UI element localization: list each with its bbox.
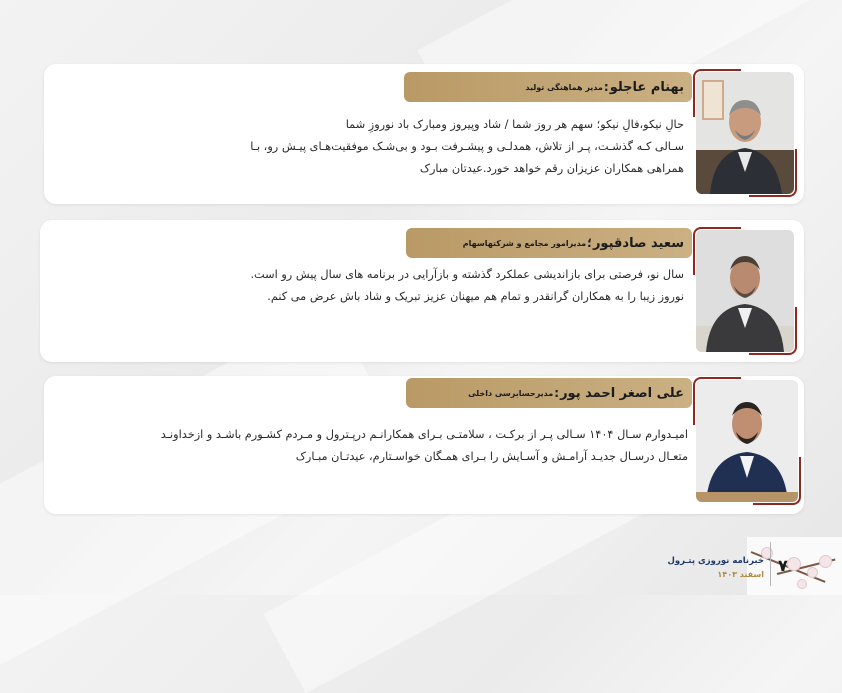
portrait-photo bbox=[696, 230, 794, 352]
issue-date: اسفند ۱۴۰۳ bbox=[717, 570, 764, 579]
footer-divider bbox=[770, 542, 771, 586]
blossom-flower bbox=[787, 557, 801, 571]
message-body bbox=[200, 264, 684, 308]
person-name: علی اصغر احمد پور bbox=[560, 385, 684, 401]
message-line: متعـال درسـال جدیـد آرامـش و آسـایش را بـرای همـگان خواسـتارم، عیدتـان مبـارک bbox=[295, 450, 688, 463]
footer-blossom-decor bbox=[747, 537, 842, 595]
newsletter-title: خبرنامه نوروزی پتـرول bbox=[667, 556, 764, 566]
message-body bbox=[62, 114, 684, 180]
portrait-photo bbox=[696, 72, 794, 194]
person-role: مدیرامور مجامع و شرکتهاسهام bbox=[462, 238, 587, 248]
name-separator: ؛ bbox=[587, 236, 592, 250]
blossom-flower bbox=[797, 579, 807, 589]
message-card-2 bbox=[40, 220, 804, 362]
name-bar bbox=[404, 72, 692, 102]
portrait-photo bbox=[696, 380, 798, 502]
message-line: همراهی همکاران عزیزان رقم خواهد خورد.عیدتان مبارک bbox=[419, 162, 684, 175]
message-line: حالِ نیکو،فالِ نیکو؛ سهم هر روز شما / شاد وپیروز ومبارک باد نوروزِ شما bbox=[345, 118, 684, 131]
portrait-frame bbox=[696, 230, 794, 352]
person-name: سعید صادقپور bbox=[592, 235, 684, 251]
person-role: مدیر هماهنگی تولید bbox=[525, 82, 603, 92]
message-line: سال نو، فرصتی برای بازاندیشی عملکرد گذشته و بازآرایی در برنامه های سال پیش رو است. bbox=[250, 268, 684, 281]
name-bar bbox=[406, 228, 692, 258]
message-card-1 bbox=[44, 64, 804, 204]
person-role: مدیرحسابرسی داخلی bbox=[468, 388, 554, 398]
message-line: سـالی کـه گذشـت، پـر از تلاش، همدلـی و پیشـرفت بـود و بی‌شـک موفقیت‌هـای پیـش رو، بـا bbox=[250, 140, 684, 153]
page-number: ۷ bbox=[778, 556, 788, 575]
person-name: بهنام عاجلو bbox=[609, 79, 684, 95]
message-line: نوروز زیبا را به همکاران گرانقدر و تمام هم میهنان عزیز تبریک و شاد باش عرض می کنم. bbox=[267, 290, 684, 303]
message-body bbox=[56, 424, 688, 468]
blossom-flower bbox=[807, 567, 818, 578]
name-separator: : bbox=[554, 386, 560, 400]
name-separator: : bbox=[603, 80, 609, 94]
message-card-3 bbox=[44, 376, 804, 514]
name-bar bbox=[406, 378, 692, 408]
blossom-flower bbox=[819, 555, 832, 568]
portrait-frame bbox=[696, 72, 794, 194]
portrait-frame bbox=[696, 380, 798, 502]
message-line: امیـدوارم سـال ۱۴۰۴ سـالی پـر از برکـت ، سلامتـی بـرای همکارانـم درپـترول و مـردم کشـورم باشـد و ازخداونـد bbox=[160, 428, 688, 441]
